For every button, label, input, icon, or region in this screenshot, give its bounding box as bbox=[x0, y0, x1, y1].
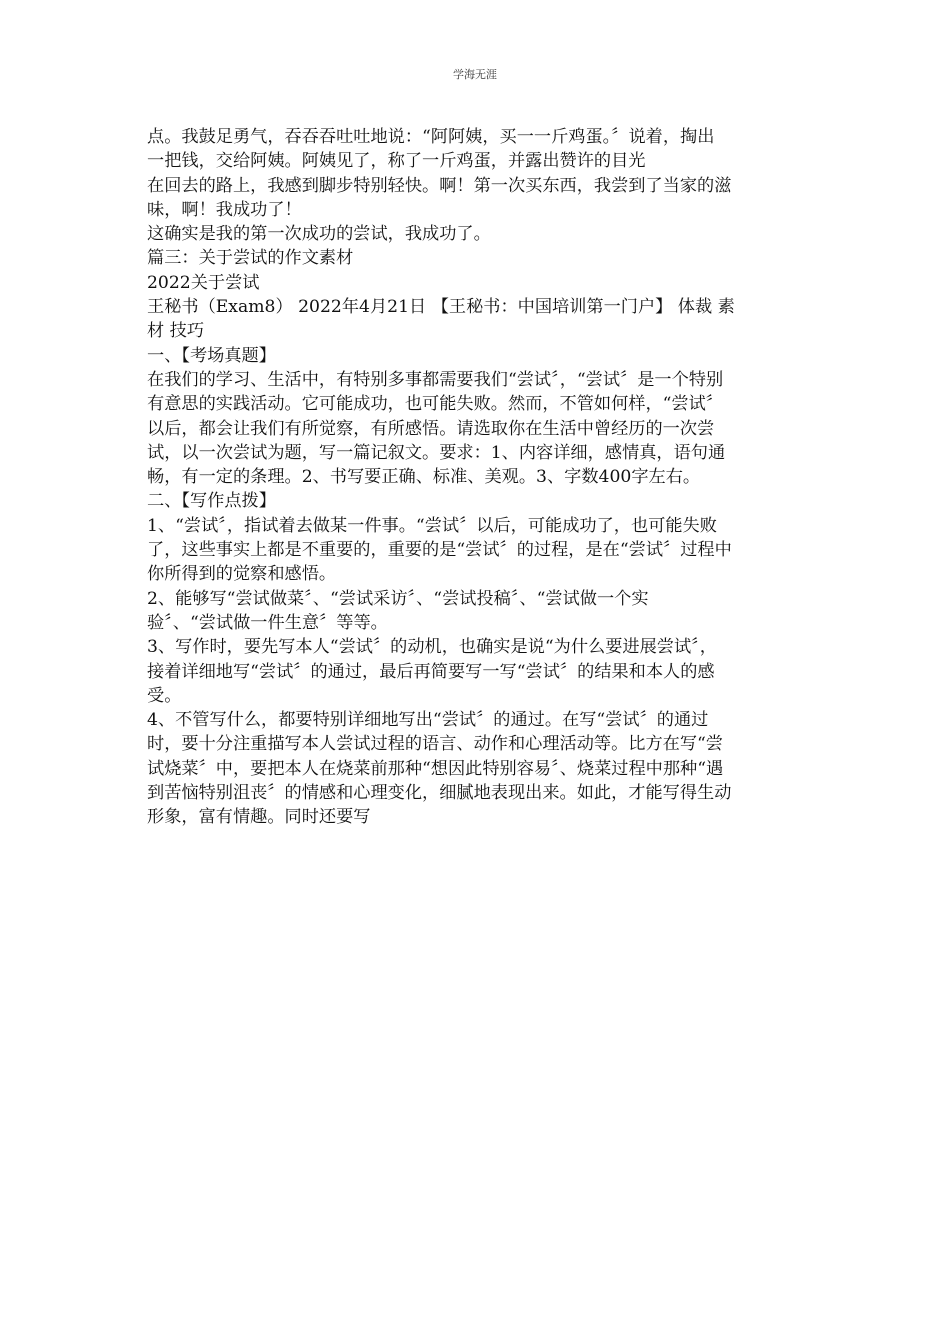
text-line: 这确实是我的第一次成功的尝试，我成功了。 bbox=[147, 224, 491, 245]
text-line: 接着详细地写“尝试〞的通过，最后再简要写一写“尝试〞的结果和本人的感 bbox=[147, 661, 715, 682]
page-header: 学海无涯 bbox=[453, 68, 497, 81]
text-line: 在回去的路上，我感到脚步特别轻快。啊！第一次买东西，我尝到了当家的滋 bbox=[147, 175, 732, 196]
text-line: 时，要十分注重描写本人尝试过程的语言、动作和心理活动等。比方在写“尝 bbox=[147, 734, 723, 755]
text-line: 试，以一次尝试为题，写一篇记叙文。要求：1、内容详细，感情真，语句通 bbox=[147, 442, 726, 463]
subsection-heading: 一、【考场真题】 bbox=[147, 345, 276, 366]
text-line: 一把钱，交给阿姨。阿姨见了，称了一斤鸡蛋，并露出赞许的目光 bbox=[147, 151, 646, 172]
text-line: 试烧菜〞中，要把本人在烧菜前那种“想因此特别容易〞、烧菜过程中那种“遇 bbox=[147, 758, 724, 779]
subsection-heading: 二、【写作点拨】 bbox=[147, 491, 276, 512]
text-line: 材 技巧 bbox=[147, 321, 205, 342]
text-line: 点。我鼓足勇气，吞吞吞吐吐地说：“阿阿姨，买一一斤鸡蛋。〞说着，掏出 bbox=[147, 127, 715, 147]
text-line: 验〞、“尝试做一件生意〞等等。 bbox=[147, 612, 388, 633]
text-line: 到苦恼特别沮丧〞的情感和心理变化，细腻地表现出来。如此，才能写得生动 bbox=[147, 783, 732, 804]
text-line: 2、能够写“尝试做菜〞、“尝试采访〞、“尝试投稿〞、“尝试做一个实 bbox=[147, 588, 649, 609]
text-line: 1、“尝试〞，指试着去做某一件事。“尝试〞以后，可能成功了，也可能失败 bbox=[147, 515, 717, 536]
text-line: 味，啊！我成功了！ bbox=[147, 199, 302, 220]
text-line: 以后，都会让我们有所觉察，有所感悟。请选取你在生活中曾经历的一次尝 bbox=[147, 418, 715, 439]
text-line: 畅，有一定的条理。2、书写要正确、标准、美观。3、字数400字左右。 bbox=[147, 467, 701, 488]
text-line: 了，这些事实上都是不重要的，重要的是“尝试〞的过程，是在“尝试〞过程中 bbox=[147, 540, 732, 561]
document-body bbox=[147, 125, 801, 830]
section-title: 篇三：关于尝试的作文素材 bbox=[147, 248, 354, 269]
text-line: 形象，富有情趣。同时还要写 bbox=[147, 807, 371, 828]
text-line: 你所得到的觉察和感悟。 bbox=[147, 564, 337, 585]
text-line: 3、写作时，要先写本人“尝试〞的动机，也确实是说“为什么要进展尝试〞， bbox=[147, 637, 717, 658]
text-line: 在我们的学习、生活中，有特别多事都需要我们“尝试〞，“尝试〞是一个特别 bbox=[147, 369, 724, 390]
text-line: 受。 bbox=[147, 685, 182, 706]
text-line: 4、不管写什么，都要特别详细地写出“尝试〞的通过。在写“尝试〞的通过 bbox=[147, 710, 709, 731]
text-line: 2022关于尝试 bbox=[147, 272, 260, 293]
text-line: 有意思的实践活动。它可能成功，也可能失败。然而，不管如何样，“尝试〞 bbox=[147, 394, 723, 415]
text-line: 王秘书（Exam8） 2022年4月21日 【王秘书：中国培训第一门户】 体裁 素 bbox=[147, 297, 735, 318]
